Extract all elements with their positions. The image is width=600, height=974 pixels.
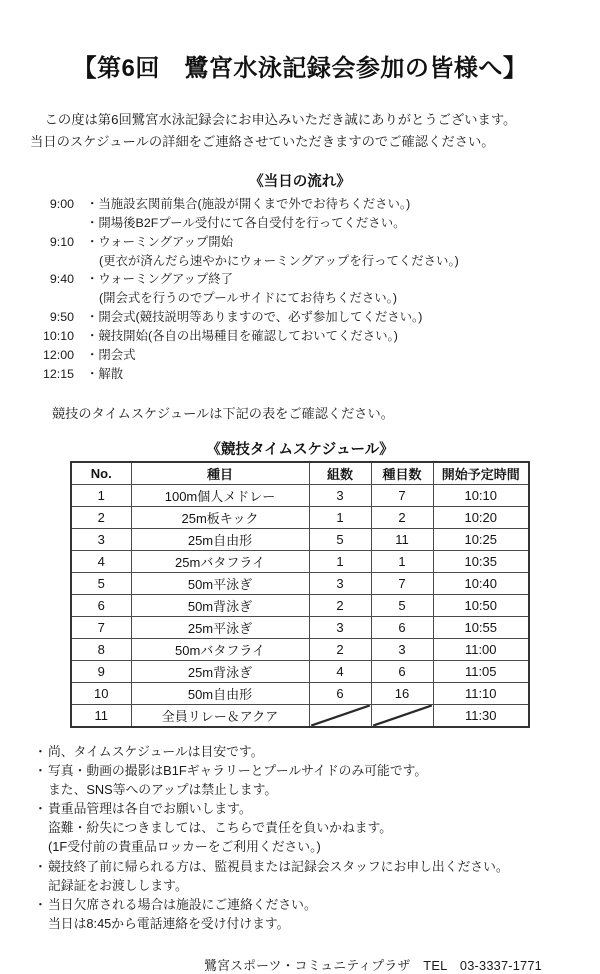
cell-groups-struck (309, 704, 371, 727)
cell-event: 全員リレー＆アクア (131, 704, 309, 727)
column-header-start: 開始予定時間 (433, 462, 529, 485)
table-row (71, 572, 529, 594)
table-row (71, 484, 529, 506)
flow-text: ・閉会式 (86, 347, 136, 362)
column-header-count: 種目数 (371, 462, 433, 485)
cell-event: 50mバタフライ (131, 638, 309, 660)
note-line: 盗難・紛失につきましては、こちらで責任を負いかねます。 (48, 820, 393, 836)
note-line: 当日欠席される場合は施設にご連絡ください。 (48, 897, 317, 912)
flow-text: ・解散 (86, 366, 124, 381)
note-line: 競技終了前に帰られる方は、監視員または記録会スタッフにお申し出ください。 (48, 858, 509, 874)
cell-count: 16 (371, 682, 433, 704)
footer-contact: 鷺宮スポーツ・コミュニティプラザ TEL 03-3337-1771 (204, 958, 542, 974)
cell-no: 10 (71, 682, 131, 704)
note-bullet: ・ (34, 897, 47, 912)
flow-time: 12:00 (42, 347, 74, 362)
note-item (34, 895, 570, 933)
table-row (71, 594, 529, 616)
note-line: 貴重品管理は各自でお願いします。 (48, 801, 252, 817)
flow-text: ・開場後B2Fプール受付にて各自受付を行ってください。 (86, 215, 406, 230)
cell-start-time: 10:25 (433, 528, 529, 550)
cell-no: 1 (71, 484, 131, 506)
column-header-no: No. (71, 462, 131, 485)
cell-no: 9 (71, 660, 131, 682)
table-row (71, 704, 529, 727)
cell-count: 6 (371, 616, 433, 638)
cell-start-time: 11:00 (433, 638, 529, 660)
intro-paragraph (30, 109, 570, 152)
cell-event: 25m平泳ぎ (131, 616, 309, 638)
cell-event: 25m板キック (131, 506, 309, 528)
flow-row (30, 252, 570, 271)
flow-time: 9:10 (49, 234, 74, 249)
flow-time: 9:40 (49, 272, 74, 287)
cell-groups: 3 (309, 572, 371, 594)
cell-start-time: 10:40 (433, 572, 529, 594)
note-bullet: ・ (34, 801, 47, 817)
cell-groups: 2 (309, 638, 371, 660)
flow-text: ・当施設玄関前集合(施設が開くまで外でお待ちください。) (86, 197, 411, 212)
flow-row (30, 270, 570, 289)
flow-row (30, 233, 570, 252)
flow-time: 9:00 (49, 197, 74, 212)
cell-event: 100m個人メドレー (131, 484, 309, 506)
cell-start-time: 11:05 (433, 660, 529, 682)
cell-event: 25m自由形 (131, 528, 309, 550)
cell-count: 6 (371, 660, 433, 682)
cell-event: 25m背泳ぎ (131, 660, 309, 682)
note-bullet: ・ (34, 762, 47, 778)
note-line: 当日は8:45から電話連絡を受け付けます。 (48, 916, 290, 932)
flow-text: (更衣が済んだら速やかにウォーミングアップを行ってください。) (99, 253, 459, 268)
cell-start-time: 10:50 (433, 594, 529, 616)
cell-no: 5 (71, 572, 131, 594)
flow-list (30, 195, 570, 383)
flow-row (30, 195, 570, 214)
cell-no: 8 (71, 638, 131, 660)
flow-text: ・ウォーミングアップ終了 (86, 272, 234, 287)
cell-groups: 5 (309, 528, 371, 550)
page-title: 【第6回 鷺宮水泳記録会参加の皆様へ】 (72, 55, 528, 82)
cell-groups: 6 (309, 682, 371, 704)
note-body (47, 895, 570, 933)
flow-text: ・開会式(競技説明等ありますので、必ず参加してください。) (86, 310, 423, 325)
flow-row (30, 308, 570, 327)
table-row (71, 528, 529, 550)
flow-text: (開会式を行うのでプールサイドにてお待ちください。) (99, 291, 397, 306)
table-lead-text: 競技のタイムスケジュールは下記の表をご確認ください。 (52, 405, 394, 421)
table-row (71, 550, 529, 572)
cell-no: 7 (71, 616, 131, 638)
flow-time: 12:15 (42, 366, 74, 381)
table-row (71, 506, 529, 528)
note-line: (1F受付前の貴重品ロッカーをご利用ください。) (48, 839, 321, 855)
cell-groups: 2 (309, 594, 371, 616)
cell-start-time: 11:10 (433, 682, 529, 704)
cell-groups: 3 (309, 616, 371, 638)
cell-groups: 4 (309, 660, 371, 682)
note-line: 尚、タイムスケジュールは目安です。 (48, 743, 264, 759)
cell-no: 2 (71, 506, 131, 528)
note-body (47, 799, 570, 857)
cell-count: 11 (371, 528, 433, 550)
table-row (71, 682, 529, 704)
cell-start-time: 11:30 (433, 704, 529, 727)
cell-event: 50m自由形 (131, 682, 309, 704)
flow-text: ・ウォーミングアップ開始 (86, 234, 234, 249)
table-row (71, 616, 529, 638)
cell-no: 11 (71, 704, 131, 727)
cell-count: 2 (371, 506, 433, 528)
cell-start-time: 10:35 (433, 550, 529, 572)
cell-start-time: 10:55 (433, 616, 529, 638)
cell-count-struck (371, 704, 433, 727)
cell-count: 1 (371, 550, 433, 572)
flow-row (30, 289, 570, 308)
note-line: 写真・動画の撮影はB1Fギャラリーとプールサイドのみ可能です。 (48, 762, 428, 778)
note-item (34, 857, 570, 895)
cell-count: 7 (371, 572, 433, 594)
note-item (34, 742, 570, 761)
flow-row (30, 214, 570, 233)
cell-count: 5 (371, 594, 433, 616)
column-header-groups: 組数 (309, 462, 371, 485)
competition-schedule-table (70, 461, 530, 728)
cell-groups: 1 (309, 506, 371, 528)
note-line: 記録証をお渡しします。 (48, 877, 188, 893)
cell-no: 3 (71, 528, 131, 550)
cell-groups: 3 (309, 484, 371, 506)
flow-row (30, 346, 570, 365)
note-body (47, 761, 570, 799)
table-row (71, 638, 529, 660)
cell-count: 7 (371, 484, 433, 506)
flow-time: 9:50 (49, 310, 74, 325)
table-row (71, 660, 529, 682)
table-section-heading: 《競技タイムスケジュール》 (206, 441, 394, 458)
cell-event: 25mバタフライ (131, 550, 309, 572)
cell-groups: 1 (309, 550, 371, 572)
note-bullet: ・ (34, 858, 47, 874)
cell-start-time: 10:20 (433, 506, 529, 528)
intro-line-2: 当日のスケジュールの詳細をご連絡させていただきますのでご確認ください。 (30, 133, 495, 149)
intro-line-1: この度は第6回鷺宮水泳記録会にお申込みいただき誠にありがとうございます。 (44, 112, 517, 127)
cell-start-time: 10:10 (433, 484, 529, 506)
note-line: また、SNS等へのアップは禁止します。 (48, 781, 278, 797)
note-body (47, 857, 570, 895)
cell-no: 6 (71, 594, 131, 616)
cell-no: 4 (71, 550, 131, 572)
table-header-row (71, 462, 529, 485)
note-item (34, 799, 570, 857)
cell-count: 3 (371, 638, 433, 660)
flow-text: ・競技開始(各自の出場種目を確認しておいてください。) (86, 328, 398, 343)
note-bullet: ・ (34, 743, 47, 759)
flow-time: 10:10 (42, 328, 74, 343)
cell-event: 50m背泳ぎ (131, 594, 309, 616)
column-header-event: 種目 (131, 462, 309, 485)
cell-event: 50m平泳ぎ (131, 572, 309, 594)
flow-row (30, 365, 570, 384)
note-body (47, 742, 570, 761)
note-item (34, 761, 570, 799)
flow-row (30, 327, 570, 346)
notes-list (34, 742, 570, 934)
flow-section-heading: 《当日の流れ》 (249, 174, 351, 191)
